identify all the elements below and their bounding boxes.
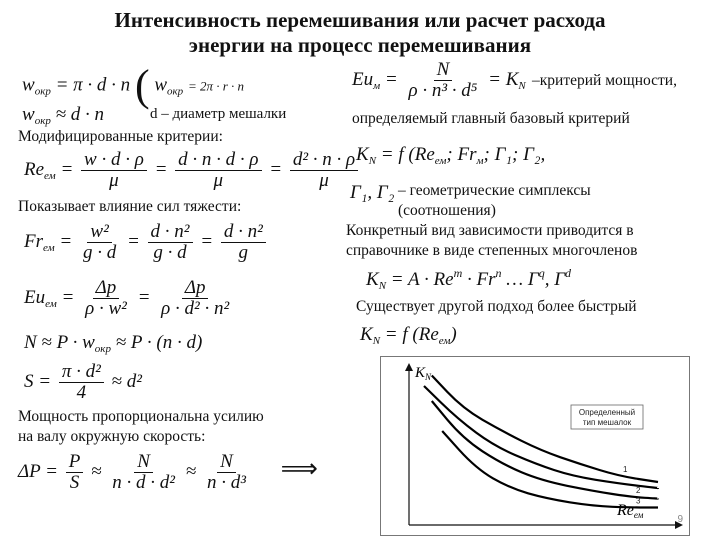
- eq1-rhs: = π · d · n: [55, 74, 131, 96]
- y-axis-label: $K_N$: [415, 365, 432, 382]
- w-subscript-2: окр: [167, 85, 184, 98]
- kn2-rhs-subscript: ем: [438, 335, 451, 347]
- re-frac-1: [81, 150, 147, 191]
- fr-frac-3-den: g: [238, 242, 249, 263]
- area-frac-den: 4: [76, 382, 87, 403]
- power-eq-subscript: окр: [94, 343, 111, 355]
- poly-tail: · Fr: [466, 269, 496, 290]
- power-criterion-text: –критерий мощности,: [532, 72, 677, 89]
- gravity-label: Показывает влияние сил тяжести:: [18, 198, 242, 215]
- page-title-line2: энергии на процесс перемешивания: [188, 33, 532, 57]
- eq-re: $Re_{ем}$ = $\frac{w \cdot d \cdot \rho}{\mu}$ = $\frac{d \cdot n \cdot d \cdot \rho}{\mu}$ = $\frac{\text{d² · n · ρ}}{\mu}$: [24, 150, 361, 191]
- kn-rhs-subscript: ем: [434, 155, 447, 167]
- dp-frac-1-num: P: [66, 452, 84, 473]
- dp-frac-1: [66, 452, 84, 493]
- simplex-symbols: Г₁, Г₂: [350, 182, 395, 203]
- eq-w-approx: [22, 104, 104, 127]
- poly-symbol: K: [366, 269, 379, 290]
- power-text-1: Мощность пропорциональна усилию: [18, 408, 264, 425]
- poly-last-sup: d: [565, 266, 571, 280]
- concrete-text-2: справочнике в виде степенных многочленов: [346, 242, 638, 259]
- kn-re-chart: [381, 357, 689, 535]
- power-eq-tail: ≈ P · (n · d): [115, 332, 203, 353]
- eu-frac-1: [82, 278, 130, 319]
- area-lhs: S =: [24, 370, 52, 392]
- fr-frac-2: [148, 222, 193, 263]
- re-frac-3: [290, 150, 358, 191]
- page-number: 9: [677, 514, 683, 525]
- fr-frac-3: [221, 222, 266, 263]
- dp-frac-3-den: n · d³: [206, 472, 246, 493]
- re-frac-2-den: μ: [213, 170, 224, 191]
- eu-frac-1-den: ρ · w²: [85, 298, 127, 319]
- chart-curves: [424, 376, 658, 508]
- eq1-bracket-rhs: = 2π · r · n: [187, 78, 245, 94]
- x-axis-label: Reем: [617, 502, 644, 520]
- poly-rhs: = A · Re: [390, 269, 454, 290]
- eq-dp: ΔP = $\frac{P}{S}$ ≈ $\frac{N}{\text{n · d · d²}}$ ≈ $\frac{N}{\text{n · d³}}$ ⟹: [18, 451, 318, 493]
- eq2-rhs: ≈ d · n: [55, 104, 105, 125]
- poly-end: … Г: [506, 269, 539, 290]
- poly-rhs-sup: m: [453, 266, 463, 280]
- chart-panel: [380, 356, 690, 536]
- eu-frac-2: [158, 278, 232, 319]
- kn2-subscript: N: [372, 335, 381, 347]
- eq-kn: [356, 144, 545, 167]
- area-frac: [59, 362, 104, 403]
- kn2-rhs: = f (Re: [384, 324, 439, 345]
- eu-frac-2-num: Δp: [182, 278, 209, 299]
- poly-tail-sup: n: [495, 266, 502, 280]
- power-eq-lhs: N ≈ P · w: [24, 332, 95, 353]
- concrete-text-1: Конкретный вид зависимости приводится в: [346, 222, 634, 239]
- fr-frac-2-den: g · d: [153, 242, 187, 263]
- eu-frac-1-num: Δp: [93, 278, 120, 299]
- kn-rhs: = f (Re: [380, 144, 435, 165]
- kn-rhs-end: ; Г₁; Г₂,: [483, 144, 546, 165]
- dp-frac-2-num: N: [134, 452, 153, 473]
- other-approach-text: Существует другой подход более быстрый: [356, 298, 637, 315]
- eum-subscript: м: [373, 79, 381, 92]
- eum-frac-num: N: [434, 60, 453, 81]
- area-frac-num: π · d²: [59, 362, 104, 383]
- curve-label-2: 2: [636, 486, 641, 495]
- eq-eu-m: $Eu_м$ = $\frac{N}{\text{ρ · n³ · d⁵}}$ = $K_N$: [352, 59, 526, 101]
- eum-frac: [405, 60, 480, 101]
- fr-frac-1-den: g · d: [82, 242, 117, 263]
- re-subscript: ем: [44, 169, 56, 182]
- eq-power: [24, 332, 202, 355]
- eq-poly: [366, 266, 571, 292]
- re-frac-2: [175, 150, 261, 191]
- y-axis-arrow: [405, 363, 413, 371]
- annotation-line-1: Определенный: [578, 408, 636, 417]
- w-subscript-3: окр: [34, 115, 51, 127]
- poly-last: , Г: [544, 269, 565, 290]
- re-symbol: Re: [24, 158, 45, 180]
- eq-kn2: [360, 324, 457, 347]
- page-title-line1: Интенсивность перемешивания или расчет расхода: [114, 8, 606, 32]
- fr-frac-1-num: w²: [87, 222, 111, 243]
- re-frac-2-num: d · n · d · ρ: [175, 150, 261, 171]
- simplex-text-1: – геометрические симплексы: [398, 182, 591, 199]
- eq-area: [24, 362, 142, 403]
- eum-rhs-subscript: N: [518, 79, 526, 92]
- curve-label-3: 3: [636, 496, 641, 506]
- dp-frac-2: [109, 452, 178, 493]
- curve-label-1: 1: [623, 465, 628, 474]
- fr-frac-1: [80, 222, 119, 263]
- eu-frac-2-den: ρ · d² · n²: [161, 298, 230, 319]
- re-frac-3-den: μ: [319, 170, 329, 191]
- dp-frac-2-den: n · d · d²: [112, 472, 175, 493]
- eq-eu: $Eu_{ем}$ = $\frac{\Delta p}{\text{ρ · w²}}$ = $\frac{\Delta p}{\text{ρ · d² · n²}}$: [24, 278, 235, 319]
- diameter-note: d – диаметр мешалки: [150, 106, 287, 122]
- kn2-symbol: K: [360, 324, 373, 345]
- dp-frac-3-num: N: [217, 452, 236, 473]
- eq-w-okr: [22, 61, 245, 110]
- kn2-end: ): [450, 324, 457, 345]
- w-symbol-3: w: [22, 104, 35, 125]
- left-bracket: (: [134, 61, 150, 110]
- dp-frac-1-den: S: [69, 472, 80, 493]
- eq-fr: $Fr_{ем}$ = $\frac{\text{w²}}{g \cdot d}$ = $\frac{\text{d · n²}}{g \cdot d}$ = $\frac{\text{d · n²}}{g}$: [24, 222, 269, 263]
- fr-frac-3-num: d · n²: [221, 222, 266, 243]
- dp-frac-3: [204, 452, 249, 493]
- annotation-line-2: тип мешалок: [582, 418, 632, 427]
- kn-symbol: K: [356, 144, 369, 165]
- re-frac-3-num: d² · n · ρ: [290, 150, 358, 171]
- simplex-text-2: (соотношения): [398, 202, 496, 219]
- fr-frac-2-num: d · n²: [148, 222, 193, 243]
- eu-symbol: Eu: [24, 286, 46, 308]
- w-symbol: w: [22, 74, 35, 96]
- eum-symbol: Eu: [352, 68, 374, 90]
- re-frac-1-den: μ: [109, 170, 119, 191]
- eum-frac-den: ρ · n³ · d⁵: [408, 80, 478, 101]
- eum-rhs: = K: [488, 68, 519, 90]
- dp-lhs: ΔP =: [18, 460, 58, 482]
- area-rhs: ≈ d²: [111, 370, 142, 392]
- w-subscript: окр: [34, 85, 51, 98]
- eu-subscript: ем: [45, 297, 57, 310]
- poly-subscript: N: [378, 280, 387, 292]
- w-symbol-2: w: [154, 74, 168, 96]
- kn-subscript: N: [368, 155, 377, 167]
- re-frac-1-num: w · d · ρ: [81, 150, 147, 171]
- poly-end-sup: q: [538, 266, 545, 280]
- kn-rhs-tail: ; Fr: [446, 144, 477, 165]
- kn-rhs-tail-subscript: м: [476, 155, 484, 167]
- base-criterion-text: определяемый главный базовый критерий: [352, 110, 630, 127]
- implies-arrow: ⟹: [280, 453, 318, 483]
- fr-symbol: Fr: [24, 230, 43, 252]
- modified-criteria-label: Модифицированные критерии:: [18, 128, 223, 145]
- fr-subscript: ем: [43, 241, 55, 254]
- power-text-2: на валу окружную скорость:: [18, 428, 206, 445]
